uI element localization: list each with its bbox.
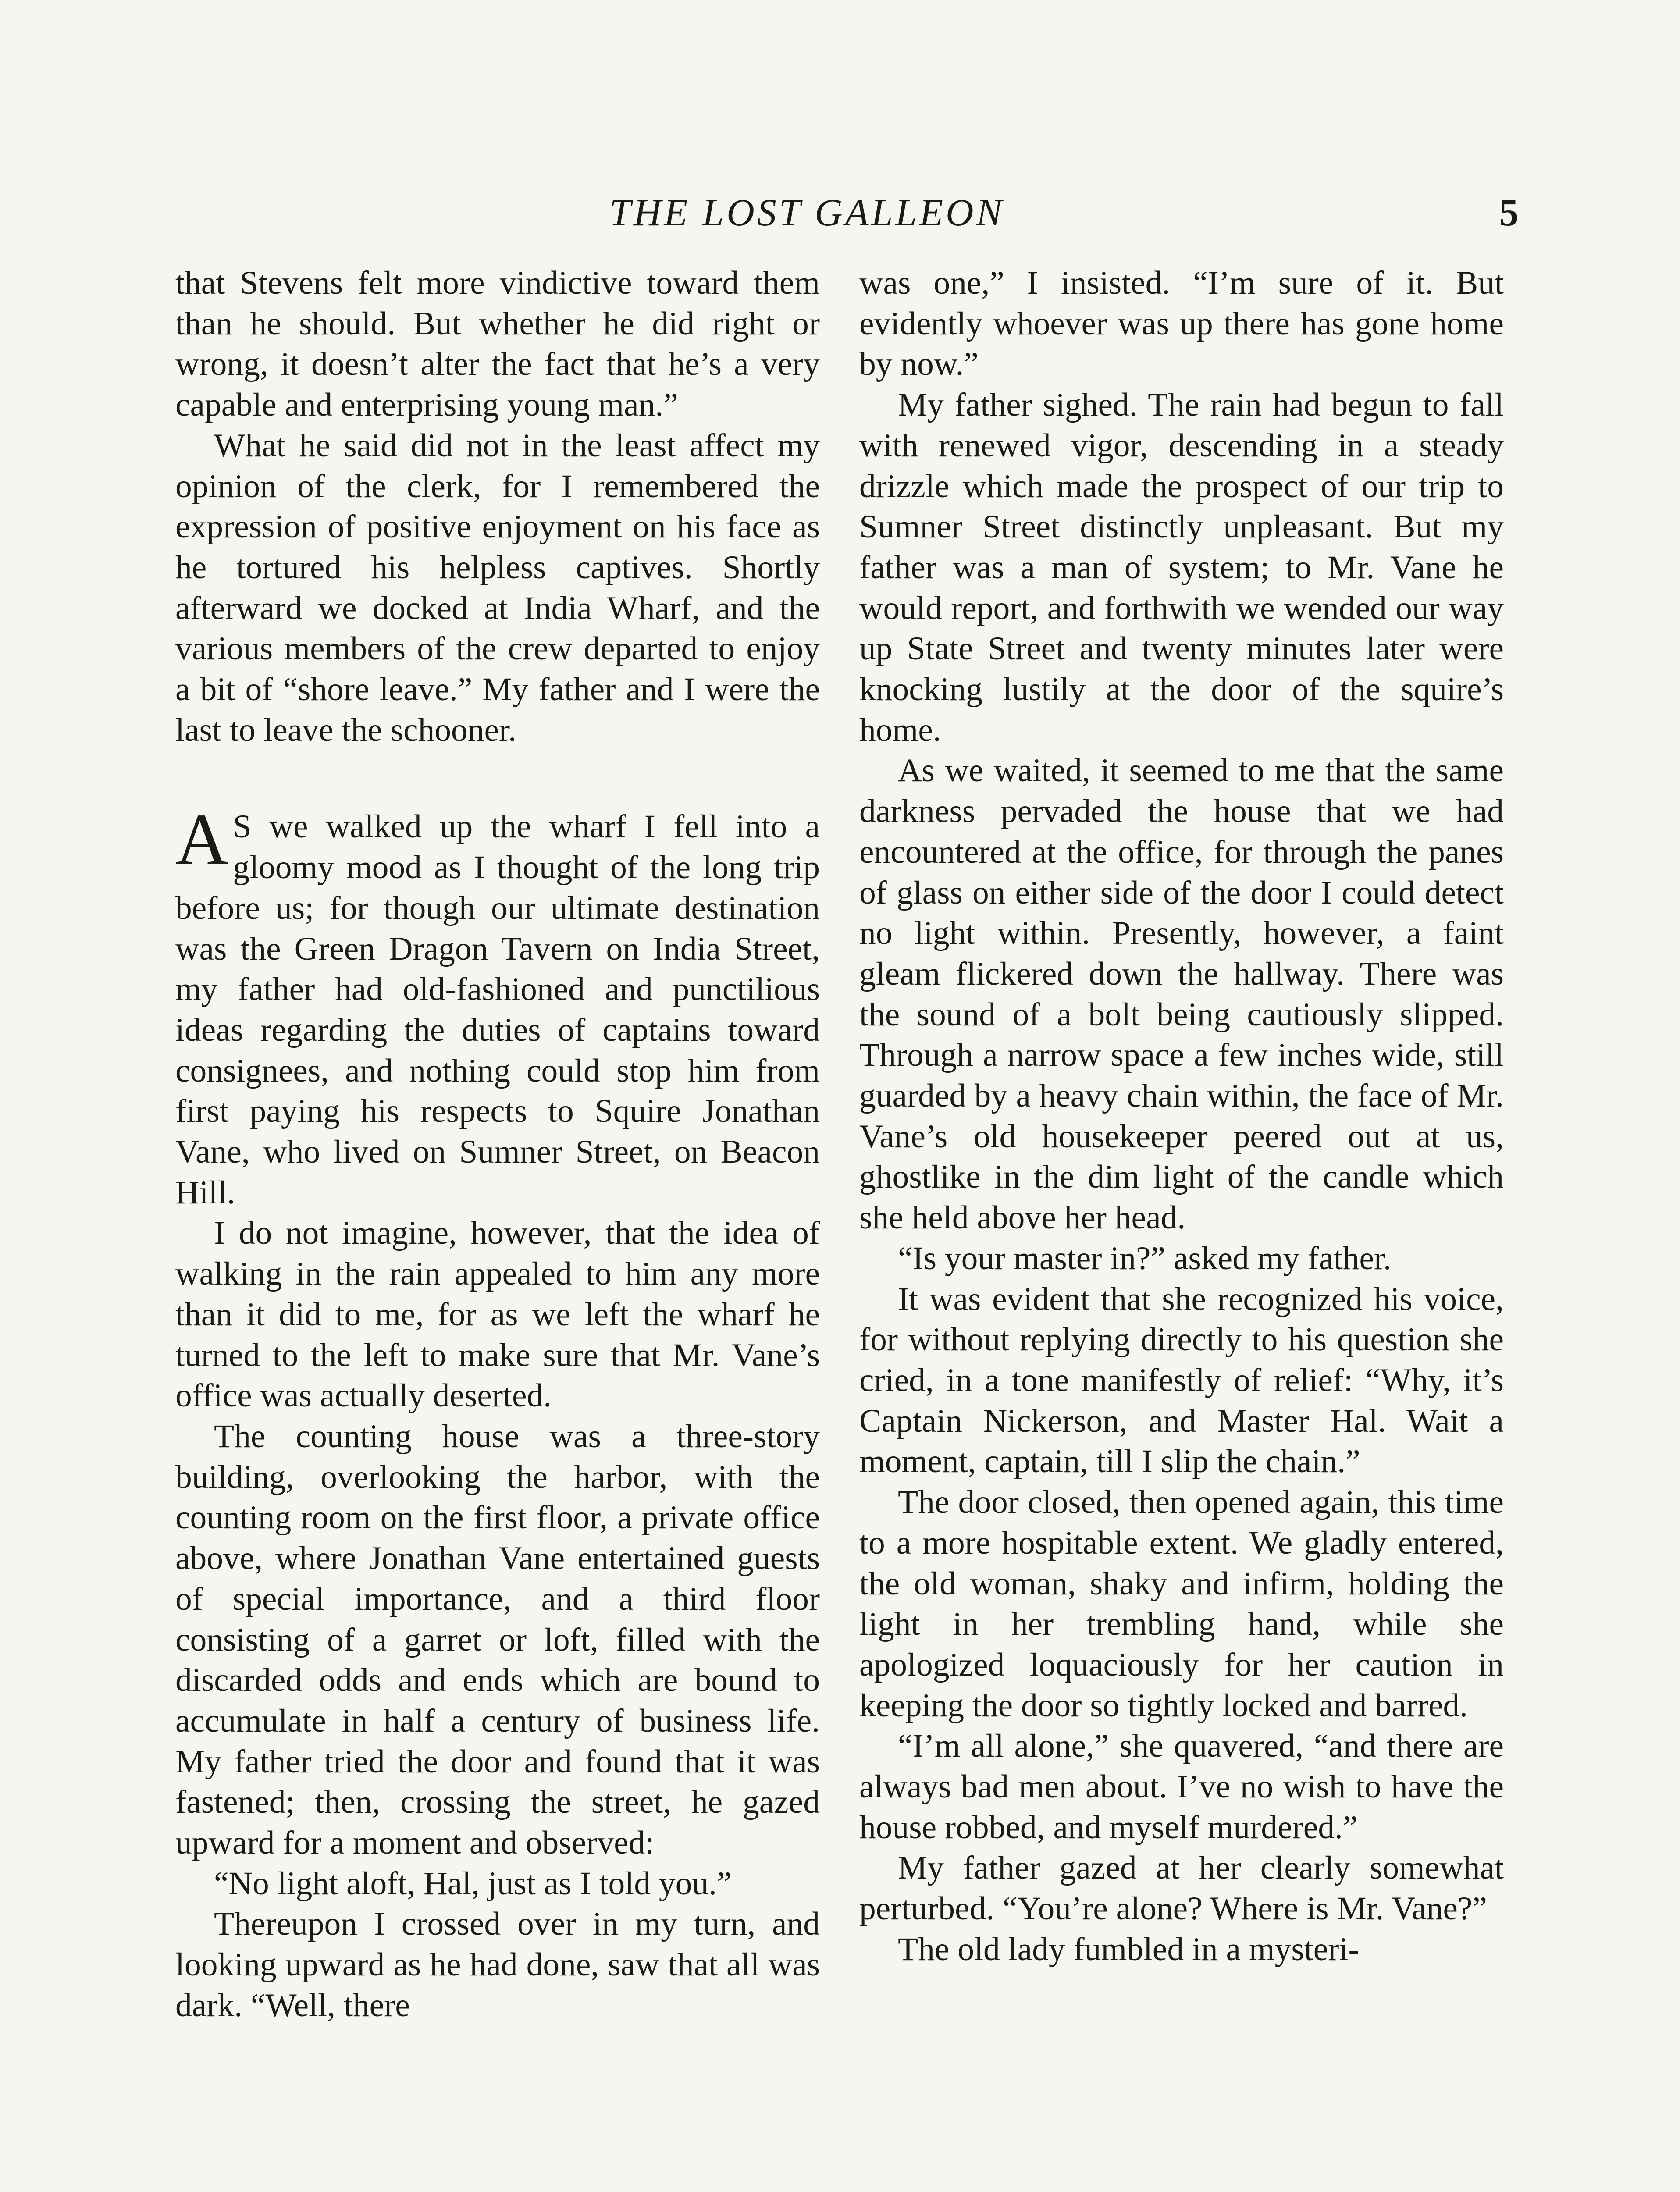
paragraph: The old lady fumbled in a mysteri- [898, 1931, 1360, 1968]
paragraph: As we waited, it seemed to me that the same darkness pervaded the house that we had encountered at the office, for through the panes of glass on either side of the door I could detect no light within. Presently, however, a faint gleam flickered down the hallway. There was the sound of a bolt being cautiously slipped. Through a narrow space a few inches wide, still guarded by a heavy chain within, the face of Mr. Vane’s old housekeeper peered out at us, ghostlike in the dim light of the candle which she held above her head. [859, 752, 1504, 1236]
paragraph: It was evident that she recognized his voice, for without replying directly to his question she cried, in a tone manifestly of relief: “Why, it’s Captain Nickerson, and Master Hal. Wait a moment, captain, till I slip the chain.” [859, 1281, 1504, 1480]
left-column [175, 263, 820, 2026]
paragraph: What he said did not in the least affect my opinion of the clerk, for I remembered the expression of positive enjoyment on his face as he tortured his helpless captives. Shortly afterward we docked at India Wharf, and the various members of the crew departed to enjoy a bit of “shore leave.” My father and I were the last to leave the schooner. [175, 427, 820, 748]
right-column [859, 263, 1504, 1970]
paragraph: that Stevens felt more vindictive toward them than he should. But whether he did right or wrong, it doesn’t alter the fact that he’s a very capable and enterprising young man.” [175, 265, 820, 423]
paragraph: “Is your master in?” asked my father. [898, 1240, 1392, 1277]
paragraph: I do not imagine, however, that the idea of walking in the rain appealed to him any more than it did to me, for as we left the wharf he turned to the left to make sure that Mr. Vane’s office was actually deserted. [175, 1215, 820, 1414]
paragraph: My father sighed. The rain had begun to fall with renewed vigor, descending in a steady drizzle which made the prospect of our trip to Sumner Street distinctly unpleasant. But my father was a man of system; to Mr. Vane he would report, and forthwith we wended our way up State Street and twenty minutes later were knocking lustily at the door of the squire’s home. [859, 387, 1504, 748]
running-title: THE LOST GALLEON [609, 192, 1005, 234]
paragraph-text: S we walked up the wharf I fell into a gloomy mood as I thought of the long trip before us; for though our ultimate destination was the Green Dragon Tavern on India Street, my father had old-fashioned and punctilious ideas regarding the duties of captains toward consignees, and nothing could stop him from first paying his respects to Squire Jonathan Vane, who lived on Sumner Street, on Beacon Hill. [175, 808, 820, 1211]
page-header [0, 191, 1680, 235]
paragraph: Thereupon I crossed over in my turn, and looking upward as he had done, saw that all was dark. “Well, there [175, 1906, 820, 2024]
paragraph: The door closed, then opened again, this time to a more hospitable extent. We gladly entered, the old woman, shaky and infirm, holding the light in her trembling hand, while she apologized loquaciously for her caution in keeping the door so tightly locked and barred. [859, 1484, 1504, 1724]
paragraph: My father gazed at her clearly somewhat perturbed. “You’re alone? Where is Mr. Vane?” [859, 1850, 1504, 1927]
paragraph: “No light aloft, Hal, just as I told you.” [214, 1865, 732, 1902]
section-opening-paragraph [175, 799, 820, 1213]
paragraph: was one,” I insisted. “I’m sure of it. But evidently whoever was up there has gone home by now.” [859, 265, 1504, 383]
drop-cap: A [175, 799, 229, 881]
paragraph: The counting house was a three-story building, overlooking the harbor, with the counting room on the first floor, a private office above, where Jonathan Vane entertained guests of special importance, and a third floor consisting of a garret or loft, filled with the discarded odds and ends which are bound to accumulate in half a century of business life. My father tried the door and found that it was fastened; then, crossing the street, he gazed upward for a moment and observed: [175, 1418, 820, 1861]
paragraph: “I’m all alone,” she quavered, “and there are always bad men about. I’ve no wish to have the house robbed, and myself murdered.” [859, 1728, 1504, 1846]
page-number: 5 [1499, 192, 1519, 234]
